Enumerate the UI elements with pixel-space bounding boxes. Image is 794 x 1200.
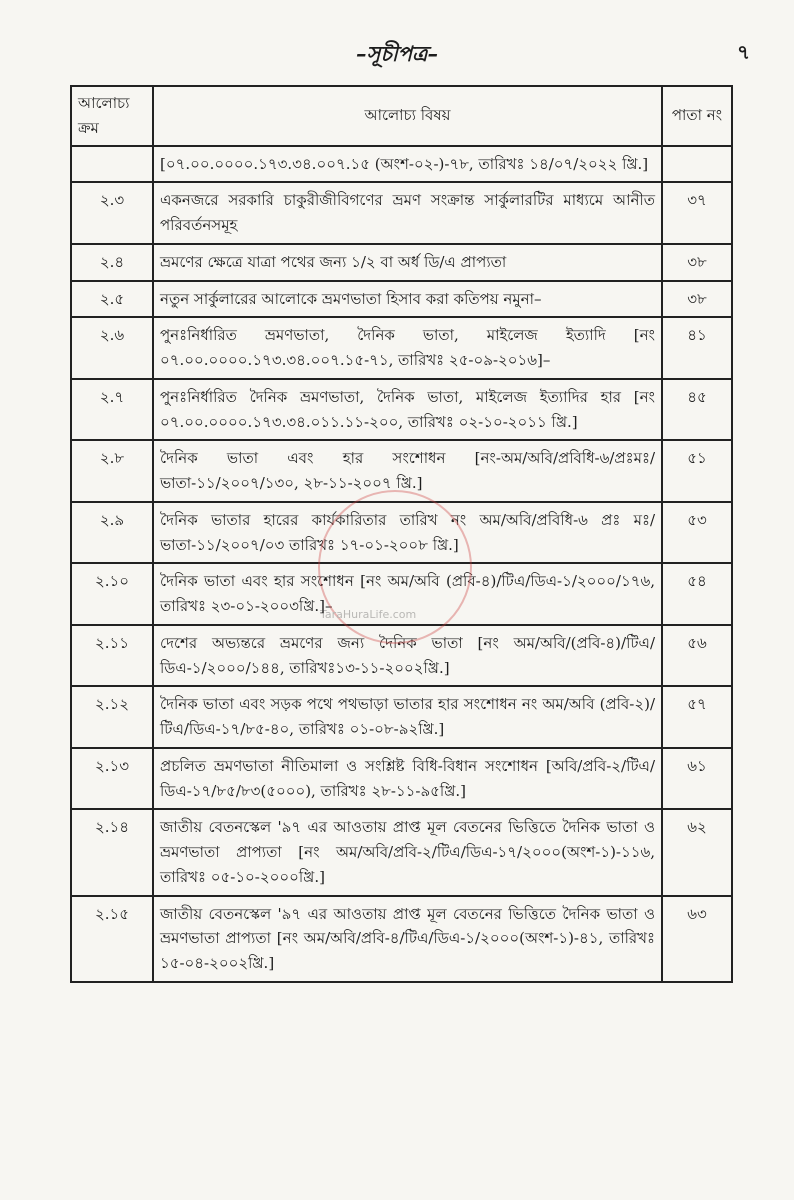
row-serial: ২.১০ <box>71 563 153 625</box>
row-subject: ভ্রমণের ক্ষেত্রে যাত্রা পথের জন্য ১/২ বা অর্ধ ডি/এ প্রাপ্যতা <box>153 244 662 281</box>
table-row <box>71 502 732 564</box>
row-serial: ২.৫ <box>71 281 153 318</box>
row-subject: দৈনিক ভাতা এবং সড়ক পথে পথভাড়া ভাতার হার সংশোধন নং অম/অবি (প্রবি-২)/টিএ/ডিএ-১৭/৮৫-৪০, তারিখঃ ০১-০৮-৯২খ্রি.] <box>153 686 662 748</box>
row-page: ৩৮ <box>662 281 732 318</box>
column-header-serial: আলোচ্য ক্রম <box>71 86 153 146</box>
row-serial: ২.৭ <box>71 379 153 441</box>
row-serial: ২.৯ <box>71 502 153 564</box>
row-page: ৪১ <box>662 317 732 379</box>
table-row <box>71 625 732 687</box>
row-serial: ২.১১ <box>71 625 153 687</box>
row-page: ৩৮ <box>662 244 732 281</box>
table-row <box>71 379 732 441</box>
row-subject: [০৭.০০.০০০০.১৭৩.৩৪.০০৭.১৫ (অংশ-০২-)-৭৮, তারিখঃ ১৪/০৭/২০২২ খ্রি.] <box>153 146 662 183</box>
row-serial: ২.৮ <box>71 440 153 502</box>
row-page: ৩৭ <box>662 182 732 244</box>
row-page: ৫৪ <box>662 563 732 625</box>
table-row <box>71 748 732 810</box>
table-row <box>71 182 732 244</box>
watermark-text: TaraHuraLife.com <box>320 608 417 621</box>
row-serial <box>71 146 153 183</box>
row-serial: ২.১২ <box>71 686 153 748</box>
row-page: ৬২ <box>662 809 732 895</box>
row-subject: নতুন সার্কুলারের আলোকে ভ্রমণভাতা হিসাব করা কতিপয় নমুনা– <box>153 281 662 318</box>
table-row <box>71 896 732 982</box>
row-page: ৬১ <box>662 748 732 810</box>
row-subject: পুনঃনির্ধারিত দৈনিক ভ্রমণভাতা, দৈনিক ভাতা, মাইলেজ ইত্যাদির হার [নং ০৭.০০.০০০০.১৭৩.৩৪.০১১.১১-২০০, তারিখঃ ০২-১০-২০১১ খ্রি.] <box>153 379 662 441</box>
table-row <box>71 281 732 318</box>
column-header-subject: আলোচ্য বিষয় <box>153 86 662 146</box>
row-serial: ২.১৩ <box>71 748 153 810</box>
row-page: ৫৩ <box>662 502 732 564</box>
row-page: ৪৫ <box>662 379 732 441</box>
table-of-contents <box>70 85 733 983</box>
row-serial: ২.১৫ <box>71 896 153 982</box>
row-page: ৫১ <box>662 440 732 502</box>
table-row <box>71 563 732 625</box>
table-row <box>71 686 732 748</box>
page-header <box>0 38 794 78</box>
table-row <box>71 440 732 502</box>
row-subject: একনজরে সরকারি চাকুরীজীবিগণের ভ্রমণ সংক্রান্ত সার্কুলারটির মাধ্যমে আনীত পরিবর্তনসমূহ <box>153 182 662 244</box>
row-serial: ২.৩ <box>71 182 153 244</box>
row-serial: ২.৪ <box>71 244 153 281</box>
row-serial: ২.১৪ <box>71 809 153 895</box>
row-subject: দৈনিক ভাতা এবং হার সংশোধন [নং-অম/অবি/প্রবিধি-৬/প্রঃমঃ/ভাতা-১১/২০০৭/১৩০, ২৮-১১-২০০৭ খ্রি.] <box>153 440 662 502</box>
row-subject: জাতীয় বেতনস্কেল '৯৭ এর আওতায় প্রাপ্ত মূল বেতনের ভিত্তিতে দৈনিক ভাতা ও ভ্রমণভাতা প্রাপ্যতা [নং অম/অবি/প্রবি-৪/টিএ/ডিএ-১/২০০০(অংশ-১)-৪১, তারিখঃ ১৫-০৪-২০০২খ্রি.] <box>153 896 662 982</box>
row-page: ৫৬ <box>662 625 732 687</box>
table-row <box>71 809 732 895</box>
row-serial: ২.৬ <box>71 317 153 379</box>
row-subject: দেশের অভ্যন্তরে ভ্রমণের জন্য দৈনিক ভাতা [নং অম/অবি/(প্রবি-৪)/টিএ/ডিএ-১/২০০০/১৪৪, তারিখঃ১৩-১১-২০০২খ্রি.] <box>153 625 662 687</box>
page-title: –সূচীপত্র– <box>356 41 438 66</box>
table-header-row <box>71 86 732 146</box>
row-subject: জাতীয় বেতনস্কেল '৯৭ এর আওতায় প্রাপ্ত মূল বেতনের ভিত্তিতে দৈনিক ভাতা ও ভ্রমণভাতা প্রাপ্যতা [নং অম/অবি/প্রবি-২/টিএ/ডিএ-১৭/২০০০(অংশ-১)-১১৬, তারিখঃ ০৫-১০-২০০০খ্রি.] <box>153 809 662 895</box>
row-subject: দৈনিক ভাতা এবং হার সংশোধন [নং অম/অবি (প্রবি-৪)/টিএ/ডিএ-১/২০০০/১৭৬, তারিখঃ ২৩-০১-২০০৩খ্রি.]– <box>153 563 662 625</box>
page-number: ৭ <box>736 40 750 64</box>
row-page: ৫৭ <box>662 686 732 748</box>
column-header-page: পাতা নং <box>662 86 732 146</box>
row-page <box>662 146 732 183</box>
table-row <box>71 146 732 183</box>
row-subject: প্রচলিত ভ্রমণভাতা নীতিমালা ও সংশ্লিষ্ট বিধি-বিধান সংশোধন [অবি/প্রবি-২/টিএ/ডিএ-১৭/৮৫/৮৩(৫০০০), তারিখঃ ২৮-১১-৯৫খ্রি.] <box>153 748 662 810</box>
row-subject: পুনঃনির্ধারিত ভ্রমণভাতা, দৈনিক ভাতা, মাইলেজ ইত্যাদি [নং ০৭.০০.০০০০.১৭৩.৩৪.০০৭.১৫-৭১, তারিখঃ ২৫-০৯-২০১৬]– <box>153 317 662 379</box>
row-page: ৬৩ <box>662 896 732 982</box>
table-row <box>71 244 732 281</box>
row-subject: দৈনিক ভাতার হারের কার্যকারিতার তারিখ নং অম/অবি/প্রবিধি-৬ প্রঃ মঃ/ভাতা-১১/২০০৭/০৩ তারিখঃ ১৭-০১-২০০৮ খ্রি.] <box>153 502 662 564</box>
table-row <box>71 317 732 379</box>
